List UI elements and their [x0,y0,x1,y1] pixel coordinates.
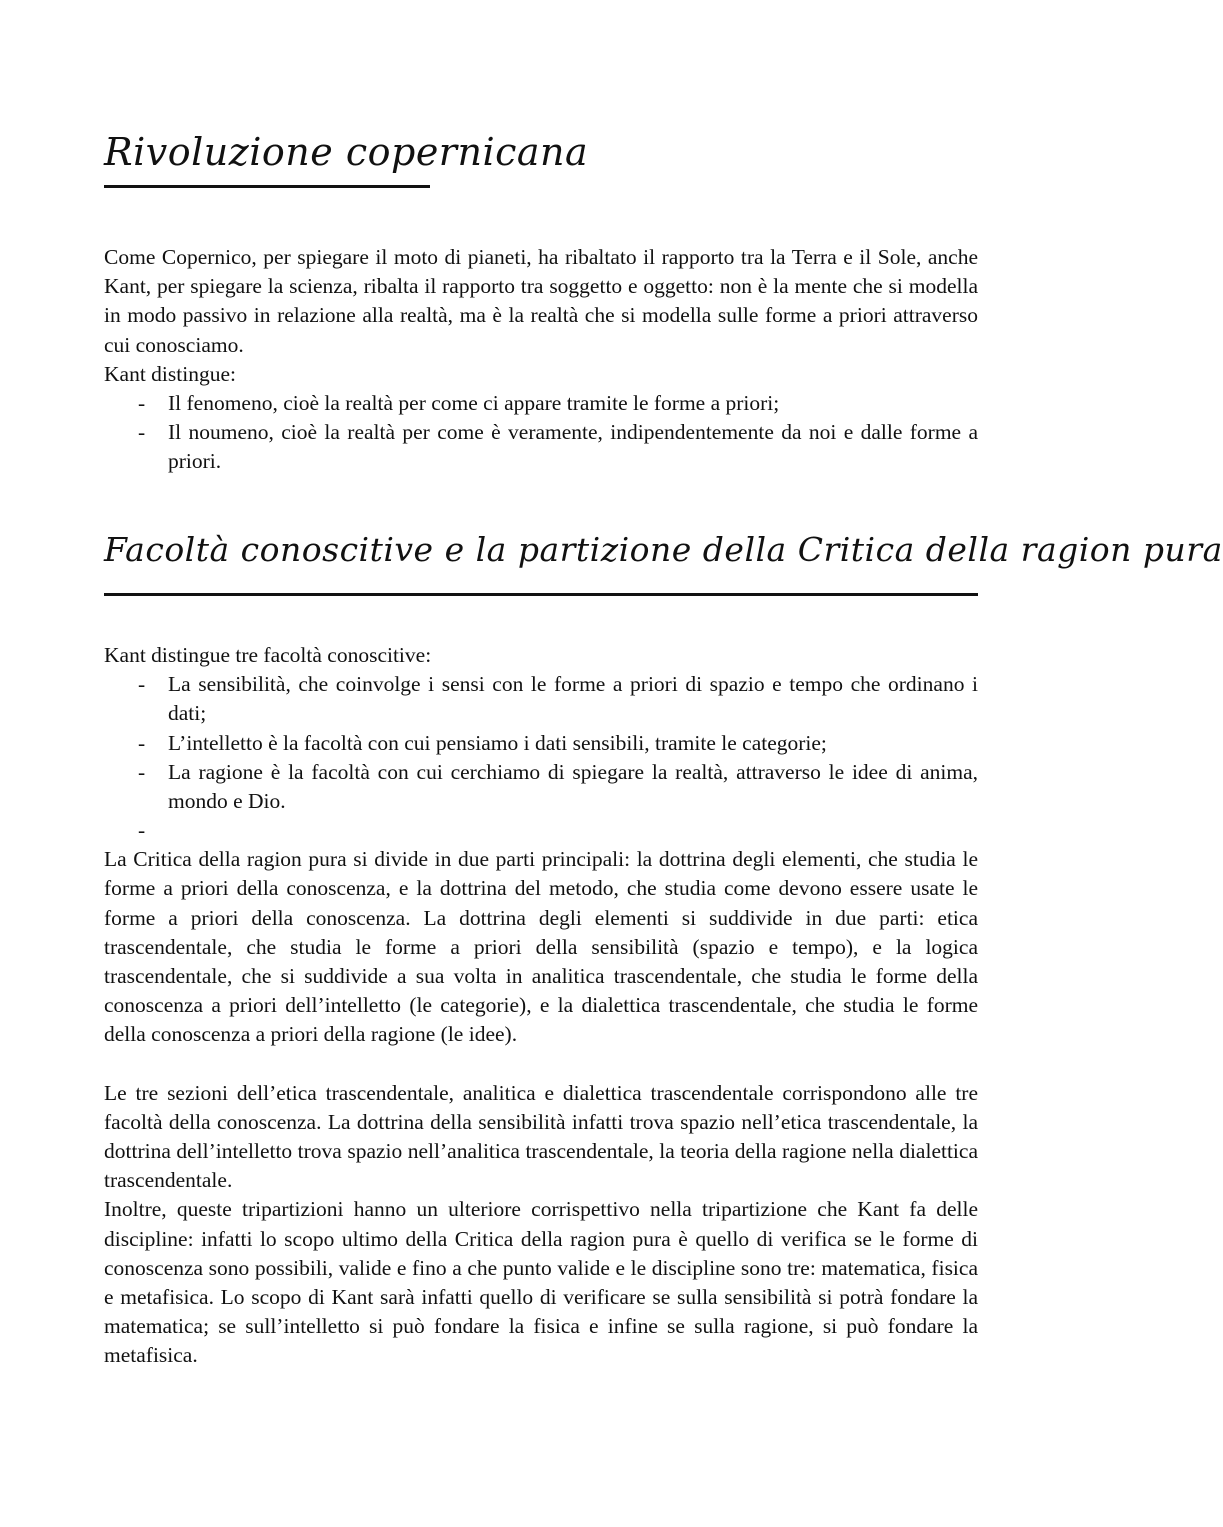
empty-bullet [104,816,978,845]
section-body-facolta [104,641,978,1371]
paragraph-gap [104,1050,978,1079]
paragraph-intro: Kant distingue: [104,361,236,386]
paragraph: Come Copernico, per spiegare il moto di pianeti, ha ribaltato il rapporto tra la Terra e il Sole, anche Kant, per spiegare la scienza, ribalta il rapporto tra soggetto e oggetto: non è la mente che si modella in modo passivo in relazione alla realtà, ma è la realtà che si modella sulle forme a priori attraverso cui conosciamo. [104,245,978,357]
section-title-facolta: Facoltà conoscitive e la partizione della Critica della ragion pura [104,532,978,596]
section-title-rivoluzione: Rivoluzione copernicana [104,132,430,188]
list-item: - Il noumeno, cioè la realtà per come è veramente, indipendentemente da noi e dalle forme a priori. [168,418,978,476]
list-item: - La sensibilità, che coinvolge i sensi con le forme a priori di spazio e tempo che ordinano i dati; [168,670,978,728]
paragraph: Le tre sezioni dell’etica trascendentale, analitica e dialettica trascendentale corrispondono alle tre facoltà della conoscenza. La dottrina della sensibilità infatti trova spazio nell’etica trascendentale, la dottrina dell’intelletto trova spazio nell’analitica trascendentale, la teoria della ragione nella dialettica trascendentale. [104,1080,978,1193]
empty-bullet-dash: - [138,818,146,843]
bullet-list [104,670,978,816]
list-item: - Il fenomeno, cioè la realtà per come ci appare tramite le forme a priori; [168,389,978,418]
bullet-list [104,389,978,477]
paragraph: Inoltre, queste tripartizioni hanno un ulteriore corrispettivo nella tripartizione che Kant fa delle discipline: infatti lo scopo ultimo della Critica della ragion pura è quello di verifica se le forme di conoscenza sono possibili, valide e fino a che punto valide e le discipline sono tre: matematica, fisica e metafisica. Lo scopo di Kant sarà infatti quello di verificare se sulla sensibilità si potrà fondare la matematica; se sull’intelletto si può fondare la fisica e infine se sulla ragione, si può fondare la metafisica. [104,1197,978,1368]
list-item: - La ragione è la facoltà con cui cerchiamo di spiegare la realtà, attraverso le idee di anima, mondo e Dio. [168,758,978,816]
list-item: - L’intelletto è la facoltà con cui pensiamo i dati sensibili, tramite le categorie; [168,729,978,758]
section-body-rivoluzione [104,243,978,477]
paragraph: La Critica della ragion pura si divide in due parti principali: la dottrina degli elementi, che studia le forme a priori della conoscenza, e la dottrina del metodo, che studia come devono essere usate le forme a priori della conoscenza. La dottrina degli elementi si suddivide in due parti: etica trascendentale, che studia le forme a priori della sensibilità (spazio e tempo), e la logica trascendentale, che si suddivide a sua volta in analitica trascendentale, che studia le forme della conoscenza a priori dell’intelletto (le categorie), e la dialettica trascendentale, che studia le forme della conoscenza a priori della ragione (le idee). [104,847,978,1047]
paragraph-intro: Kant distingue tre facoltà conoscitive: [104,643,432,667]
